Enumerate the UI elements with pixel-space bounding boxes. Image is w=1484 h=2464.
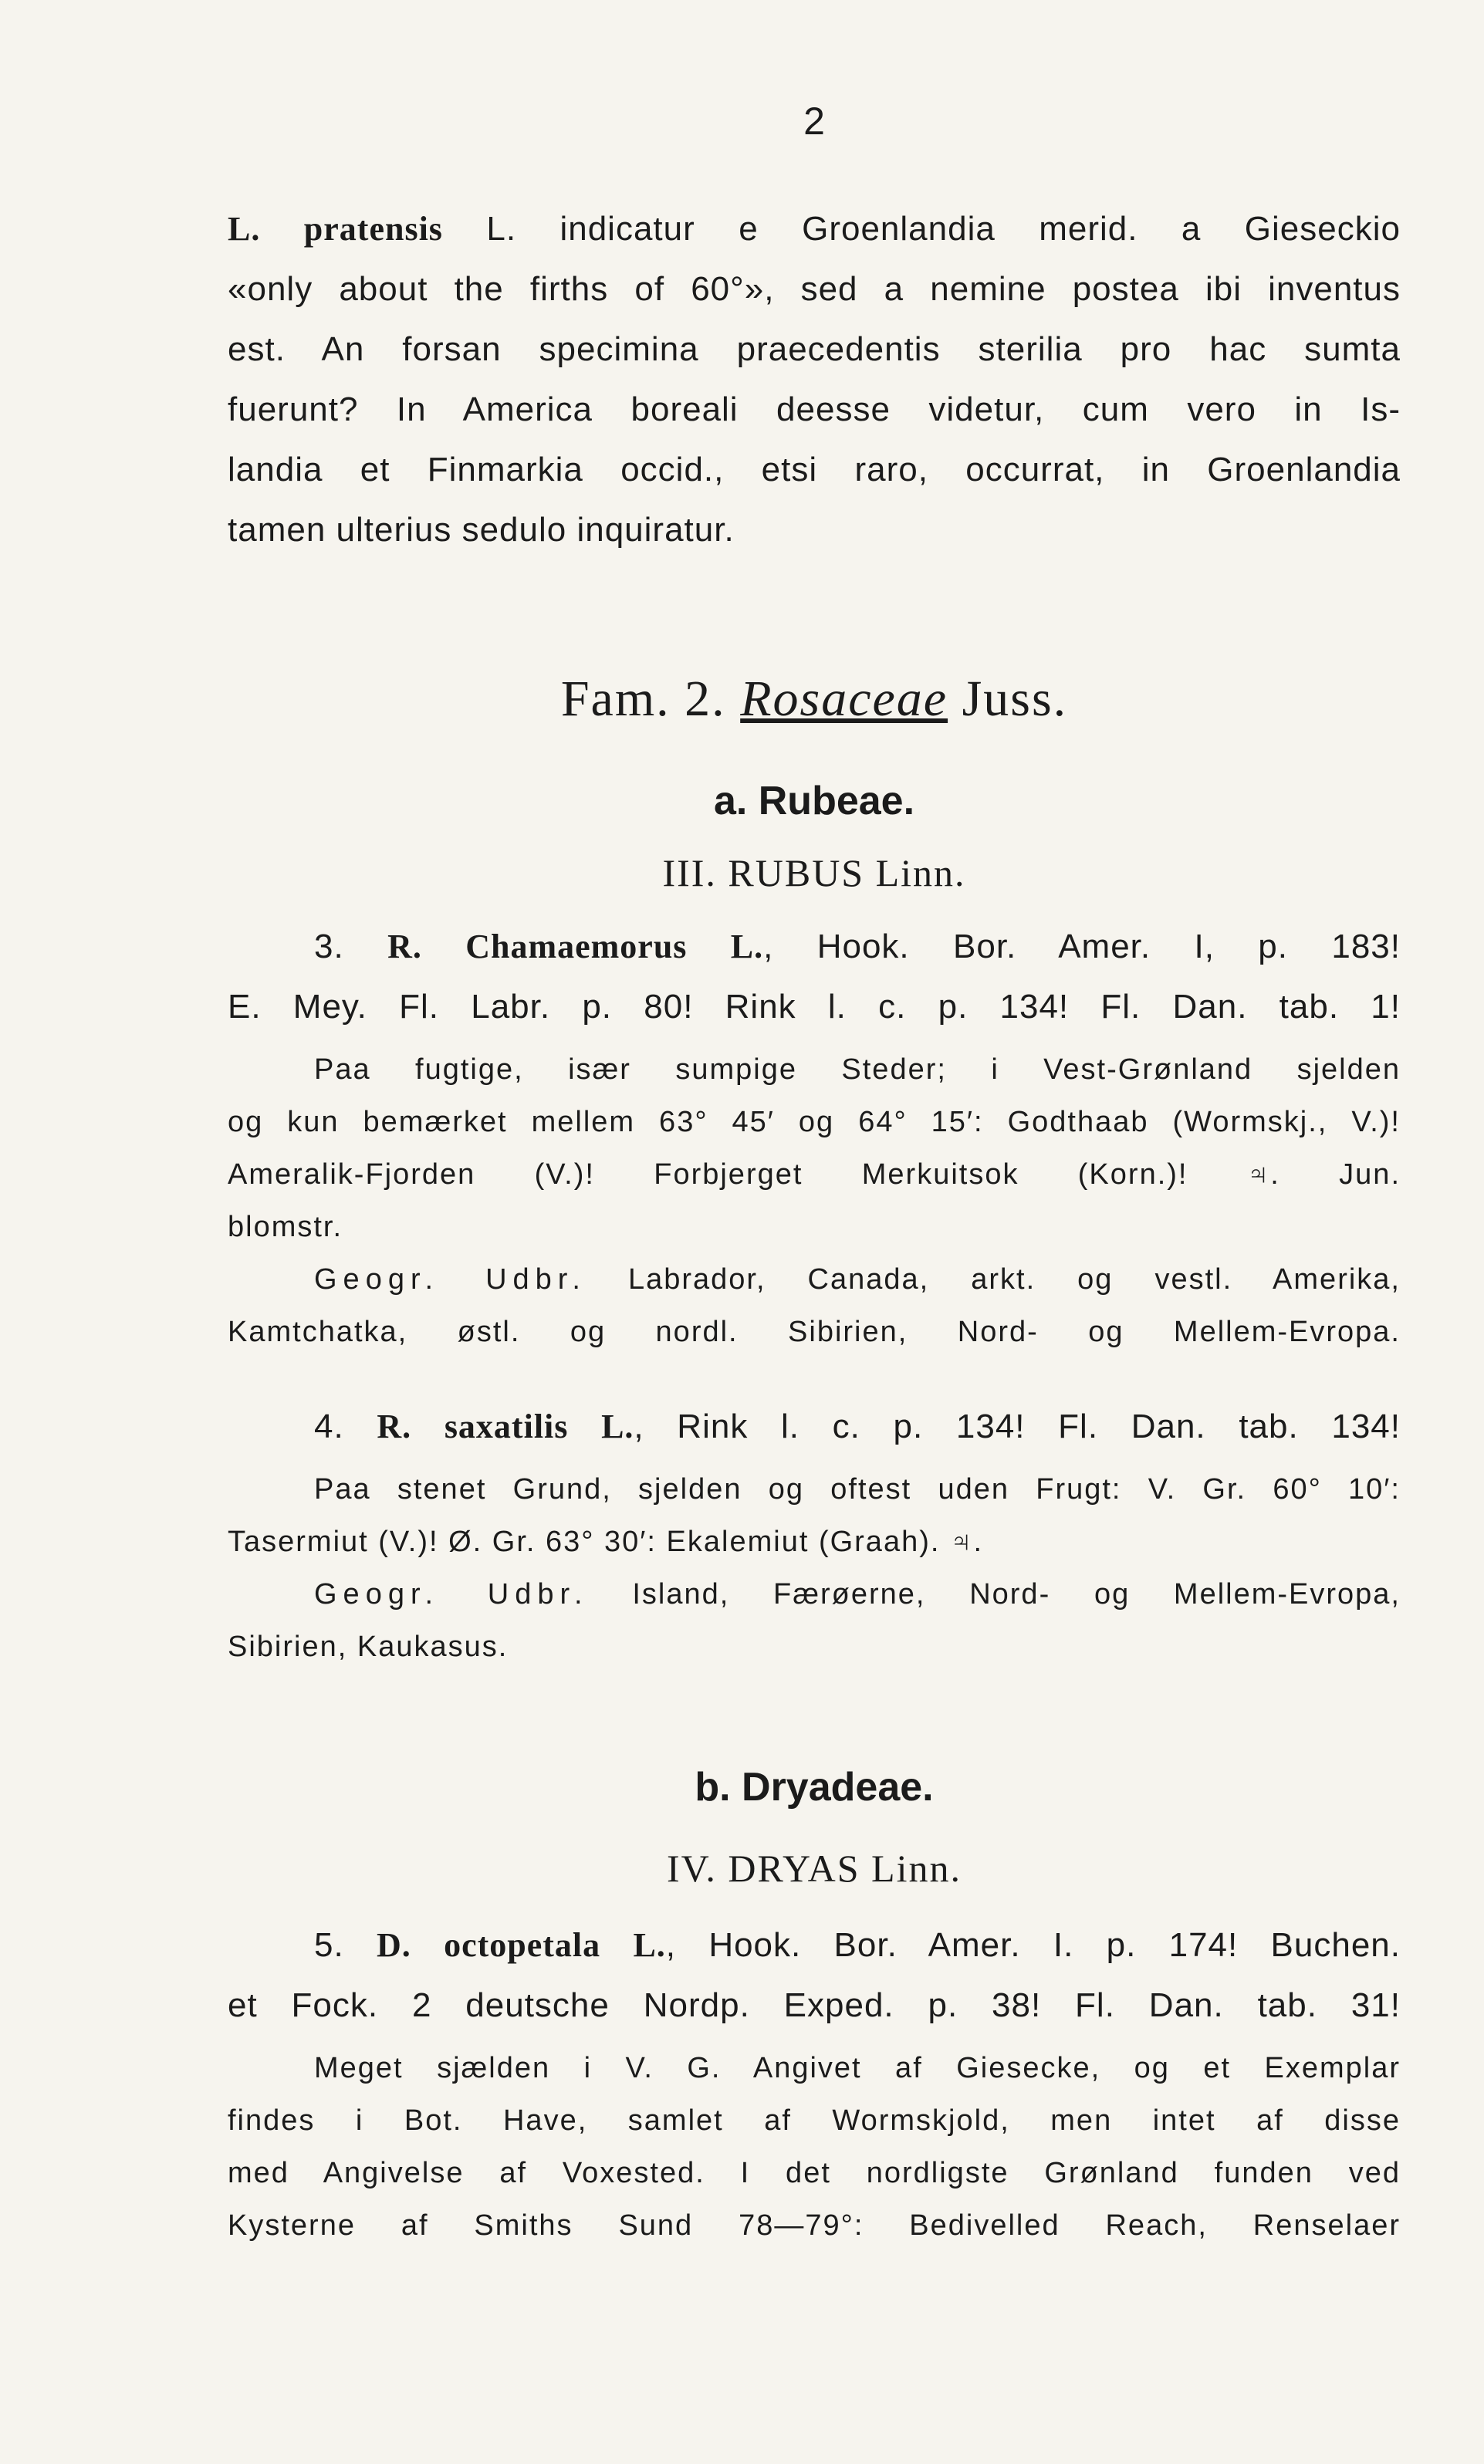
species-4-geo-1 <box>228 1568 1401 1621</box>
intro-paragraph <box>228 199 1401 560</box>
species-3-desc-1: Paa fugtige, især sumpige Steder; i Vest-Grønland sjelden <box>314 1053 1401 1086</box>
species-5-desc-3: med Angivelse af Voxested. I det nordligste Grønland funden ved <box>228 2157 1401 2189</box>
species-4-geo-2: Sibirien, Kaukasus. <box>228 1631 509 1663</box>
species-5-citation <box>228 1915 1401 2036</box>
species-3-entry <box>228 917 1401 1358</box>
intro-line-5: landia et Finmarkia occid., etsi raro, occurrat, in Groenlandia <box>228 451 1401 488</box>
family-prefix: Fam. 2. <box>560 671 741 727</box>
species-4-line-1-rest: , Rink l. c. p. 134! Fl. Dan. tab. 134! <box>634 1408 1401 1445</box>
intro-line-1-rest: L. indicatur e Groenlandia merid. a Gieseckio <box>442 210 1401 248</box>
species-3-line-1 <box>228 917 1401 977</box>
species-3-geo-1-rest: Labrador, Canada, arkt. og vestl. Amerika, <box>586 1263 1401 1296</box>
genus-dryas-heading: IV. DRYAS Linn. <box>667 1847 962 1890</box>
intro-line-4: fuerunt? In America boreali deesse videtur, cum vero in Is- <box>228 390 1401 428</box>
species-4-geo-1-rest: Island, Færøerne, Nord- og Mellem-Evropa, <box>588 1578 1401 1611</box>
species-4-entry <box>228 1397 1401 1673</box>
intro-species-name: pratensis <box>303 210 443 248</box>
species-5-desc-2: findes i Bot. Have, samlet af Wormskjold, men intet af disse <box>228 2104 1401 2137</box>
species-3-desc-4: blomstr. <box>228 1211 343 1243</box>
intro-line-1 <box>228 199 1401 259</box>
species-3-genus-abbr: R. <box>387 928 422 965</box>
family-author: Juss. <box>948 671 1068 727</box>
species-5-number: 5. <box>314 1926 377 1964</box>
species-4-desc-2: Tasermiut (V.)! Ø. Gr. 63° 30′: Ekalemiut (Graah). ♃. <box>228 1526 984 1558</box>
species-4-name: saxatilis <box>444 1408 569 1445</box>
intro-line-3: est. An forsan specimina praecedentis sterilia pro hac sumta <box>228 330 1401 368</box>
species-4-genus-abbr: R. <box>377 1408 412 1445</box>
species-3-author: L. <box>730 928 764 965</box>
intro-line-6: tamen ulterius sedulo inquiratur. <box>228 511 735 549</box>
species-4-desc-1: Paa stenet Grund, sjelden og oftest uden Frugt: V. Gr. 60° 10′: <box>314 1473 1401 1506</box>
page-number: 2 <box>803 100 825 143</box>
species-4-citation <box>228 1397 1401 1457</box>
species-5-line-1-rest: , Hook. Bor. Amer. I. p. 174! Buchen. <box>665 1926 1401 1964</box>
species-5-entry <box>228 1915 1401 2252</box>
species-3-geo-label: Geogr. Udbr. <box>314 1263 587 1296</box>
species-4-line-1 <box>228 1397 1401 1457</box>
species-4-author: L. <box>601 1408 634 1445</box>
species-5-line-2: et Fock. 2 deutsche Nordp. Exped. p. 38! Fl. Dan. tab. 31! <box>228 1986 1401 2024</box>
section-a-title: a. Rubeae. <box>713 779 915 823</box>
family-name: Rosaceae <box>740 671 948 727</box>
species-4-geo-label: Geogr. Udbr. <box>314 1578 589 1611</box>
section-b-title: b. Dryadeae. <box>695 1765 934 1810</box>
species-3-name: Chamaemorus <box>465 928 688 965</box>
species-5-description <box>228 2042 1401 2252</box>
genus-rubus-heading: III. RUBUS Linn. <box>662 851 966 894</box>
species-3-line-1-rest: , Hook. Bor. Amer. I, p. 183! <box>763 928 1401 965</box>
species-5-desc-4: Kysterne af Smiths Sund 78—79°: Bedivelled Reach, Renselaer <box>228 2209 1401 2242</box>
intro-label: L. <box>228 210 261 248</box>
species-5-author: L. <box>633 1926 666 1964</box>
species-4-description <box>228 1463 1401 1673</box>
species-5-line-1 <box>228 1915 1401 1976</box>
species-5-genus-abbr: D. <box>377 1926 411 1964</box>
species-3-geo-2: Kamtchatka, østl. og nordl. Sibirien, Nord- og Mellem-Evropa. <box>228 1316 1401 1348</box>
species-3-desc-2: og kun bemærket mellem 63° 45′ og 64° 15′: Godthaab (Wormskj., V.)! <box>228 1106 1401 1138</box>
species-3-citation <box>228 917 1401 1037</box>
family-heading <box>0 670 1484 728</box>
intro-line-2: «only about the firths of 60°», sed a nemine postea ibi inventus <box>228 270 1401 308</box>
species-5-desc-1: Meget sjælden i V. G. Angivet af Giesecke, og et Exemplar <box>314 2052 1401 2084</box>
species-5-name: octopetala <box>444 1926 601 1964</box>
species-4-number: 4. <box>314 1408 377 1445</box>
species-3-desc-3: Ameralik-Fjorden (V.)! Forbjerget Merkuitsok (Korn.)! ♃. Jun. <box>228 1158 1401 1191</box>
species-3-geo-1 <box>228 1253 1401 1306</box>
species-3-number: 3. <box>314 928 388 965</box>
species-3-description <box>228 1043 1401 1358</box>
species-3-line-2: E. Mey. Fl. Labr. p. 80! Rink l. c. p. 134! Fl. Dan. tab. 1! <box>228 988 1401 1026</box>
